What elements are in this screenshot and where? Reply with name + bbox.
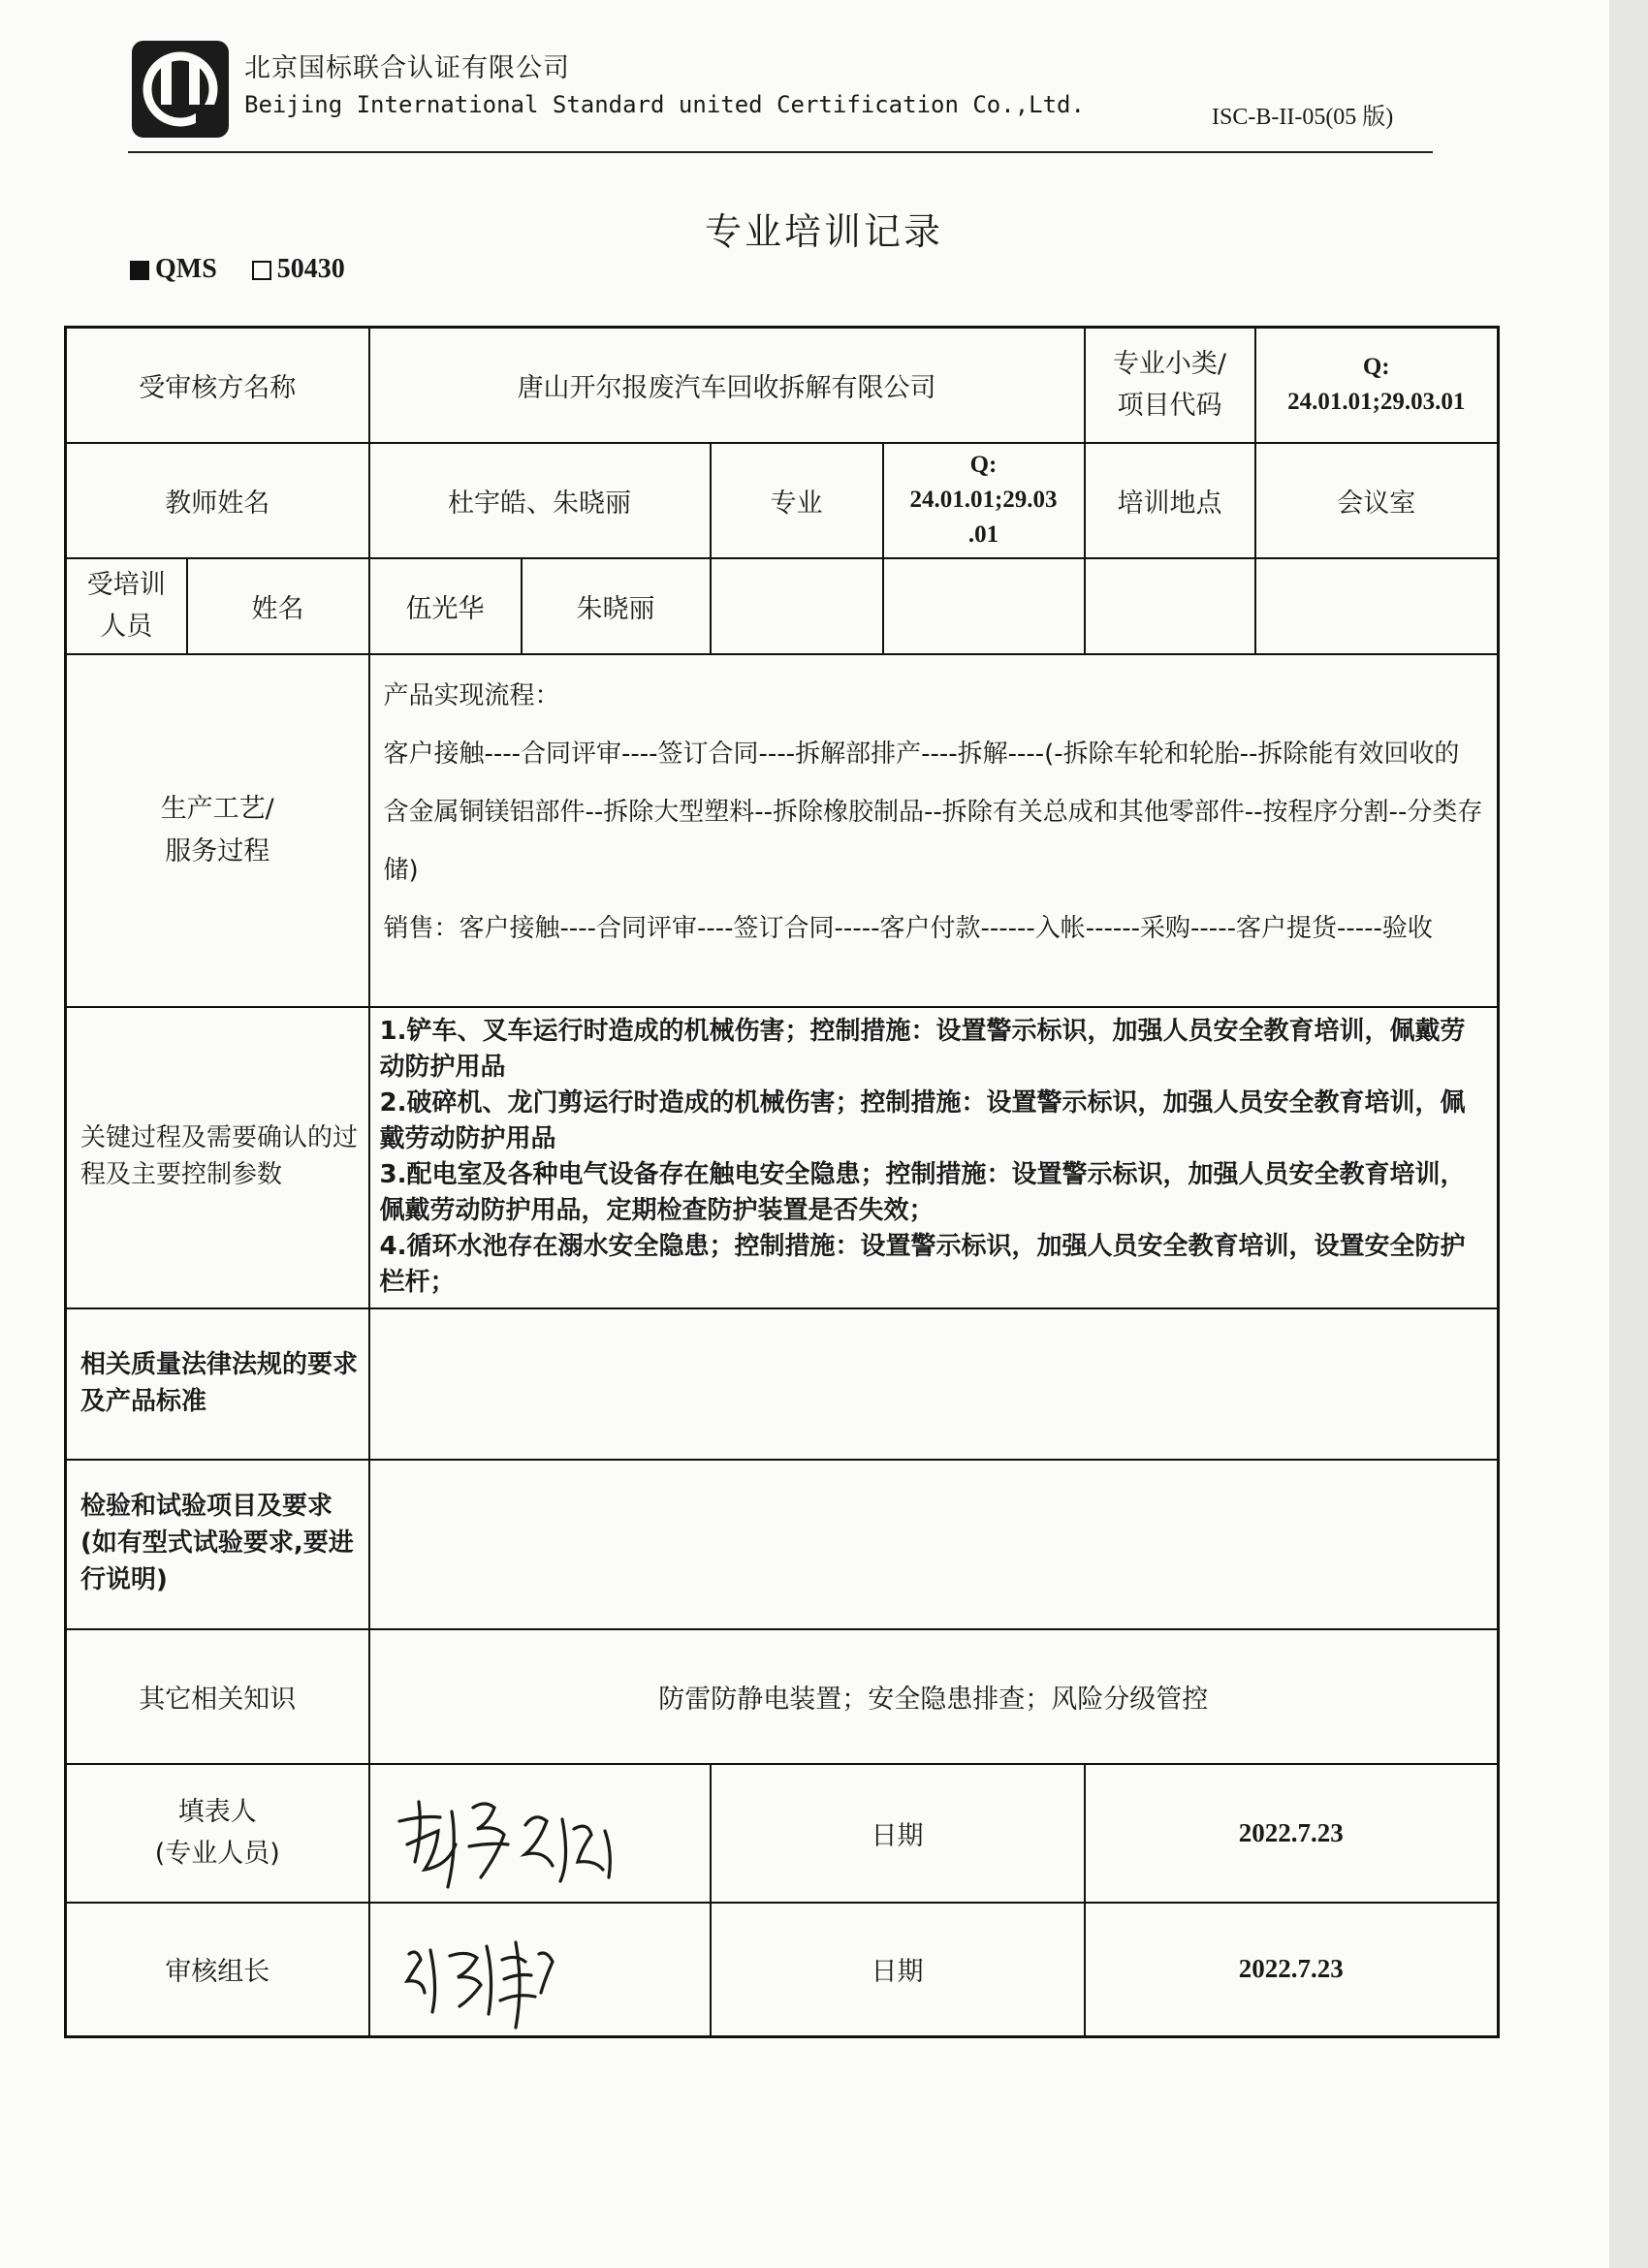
key-process-label: 关键过程及需要确认的过程及主要控制参数 — [66, 1007, 369, 1308]
major-value — [883, 443, 1085, 558]
process-line: 销售：客户接触----合同评审----签订合同-----客户付款------入帐------采购-----客户提货-----验收 — [383, 913, 1433, 943]
category-label — [1085, 328, 1255, 443]
trainee-label-line-2: 人员 — [100, 612, 153, 642]
50430-label: 50430 — [276, 254, 345, 284]
major-value-line-2: 24.01.01;29.03 — [909, 486, 1058, 513]
filler-date-value: 2022.7.23 — [1085, 1764, 1499, 1903]
training-record-table — [64, 326, 1500, 2038]
qms-checkbox[interactable] — [130, 261, 149, 280]
filler-date-label: 日期 — [711, 1764, 1085, 1903]
50430-checkbox[interactable] — [252, 261, 271, 280]
filler-label-line-1: 填表人 — [177, 1796, 257, 1827]
process-label — [66, 654, 369, 1007]
trainee-label — [66, 558, 187, 654]
major-value-line-1: Q: — [969, 451, 998, 478]
process-description — [369, 654, 1499, 1007]
company-logo-icon — [130, 39, 231, 140]
auditee-label: 受审核方名称 — [66, 328, 369, 443]
category-label-line-1: 专业小类/ — [1112, 349, 1227, 380]
major-value-line-3: .01 — [967, 521, 999, 549]
filler-label — [66, 1764, 369, 1903]
scan-edge — [1609, 0, 1648, 2268]
company-name-cn: 北京国标联合认证有限公司 — [244, 53, 570, 83]
document-code: ISC-B-II-05(05 版) — [1212, 105, 1394, 130]
filler-signature — [369, 1764, 711, 1903]
trainee-empty-cell — [1255, 558, 1499, 654]
major-label: 专业 — [711, 443, 883, 558]
inspection-value — [369, 1460, 1499, 1629]
category-value-line-2: 24.01.01;29.03.01 — [1287, 389, 1466, 416]
qms-label: QMS — [155, 254, 217, 284]
teacher-value: 杜宇皓、朱晓丽 — [369, 443, 711, 558]
leader-signature-icon — [380, 1911, 690, 2037]
filler-signature-icon — [380, 1773, 690, 1899]
trainee-empty-cell — [1085, 558, 1255, 654]
key-process-item: 4.循环水池存在溺水安全隐患；控制措施：设置警示标识，加强人员安全教育培训，设置安全防护栏杆； — [379, 1231, 1466, 1297]
category-value — [1255, 328, 1499, 443]
law-label: 相关质量法律法规的要求及产品标准 — [66, 1308, 369, 1460]
other-knowledge-label: 其它相关知识 — [66, 1629, 369, 1764]
trainee-empty-cell — [711, 558, 883, 654]
leader-date-value: 2022.7.23 — [1085, 1903, 1499, 2037]
leader-date-label: 日期 — [711, 1903, 1085, 2037]
category-label-line-2: 项目代码 — [1117, 391, 1222, 422]
other-knowledge-value: 防雷防静电装置；安全隐患排查；风险分级管控 — [369, 1629, 1499, 1764]
process-label-line-1: 生产工艺/ — [160, 794, 274, 825]
trainee-name: 伍光华 — [369, 558, 522, 654]
filler-label-line-2: (专业人员) — [154, 1839, 280, 1869]
process-line: 产品实现流程： — [383, 680, 560, 710]
trainee-empty-cell — [883, 558, 1085, 654]
key-process-item: 2.破碎机、龙门剪运行时造成的机械伤害；控制措施：设置警示标识，加强人员安全教育培训，佩戴劳动防护用品 — [379, 1087, 1466, 1153]
teacher-label: 教师姓名 — [66, 443, 369, 558]
category-value-line-1: Q: — [1362, 354, 1390, 380]
process-label-line-2: 服务过程 — [165, 835, 270, 866]
leader-signature — [369, 1903, 711, 2037]
process-line: 客户接触----合同评审----签订合同----拆解部排产----拆解----(-拆除车轮和轮胎--拆除能有效回收的含金属铜镁铝部件--拆除大型塑料--拆除橡胶制品--拆除有关总成和其他零部件--按程序分割--分类存储) — [383, 739, 1483, 885]
inspection-label: 检验和试验项目及要求(如有型式试验要求,要进行说明) — [66, 1460, 369, 1629]
name-label: 姓名 — [187, 558, 369, 654]
trainee-label-line-1: 受培训 — [86, 569, 166, 600]
key-process-item: 3.配电室及各种电气设备存在触电安全隐患；控制措施：设置警示标识，加强人员安全教育培训，佩戴劳动防护用品，定期检查防护装置是否失效； — [379, 1159, 1466, 1225]
auditee-value: 唐山开尔报废汽车回收拆解有限公司 — [369, 328, 1085, 443]
key-process-item: 1.铲车、叉车运行时造成的机械伤害；控制措施：设置警示标识，加强人员安全教育培训，佩戴劳动防护用品 — [379, 1016, 1466, 1082]
header-divider — [128, 151, 1433, 153]
leader-label: 审核组长 — [66, 1903, 369, 2037]
scheme-selector — [130, 254, 345, 285]
location-label: 培训地点 — [1085, 443, 1255, 558]
company-name-en: Beijing International Standard united Certification Co.,Ltd. — [244, 91, 1085, 118]
key-process-list — [369, 1007, 1499, 1308]
trainee-name: 朱晓丽 — [522, 558, 711, 654]
page-title: 专业培训记录 — [704, 210, 943, 253]
location-value: 会议室 — [1255, 443, 1499, 558]
law-value — [369, 1308, 1499, 1460]
